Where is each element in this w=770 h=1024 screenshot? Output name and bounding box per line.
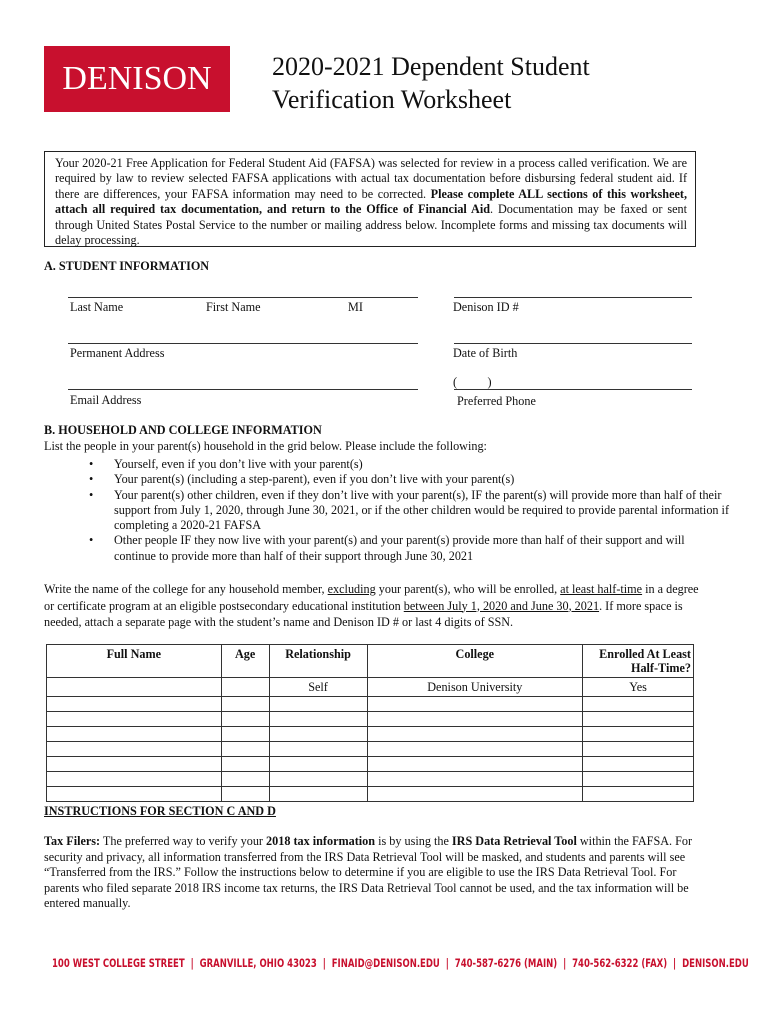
cell[interactable] — [47, 787, 222, 802]
section-a-heading: A. STUDENT INFORMATION — [44, 259, 210, 273]
cell[interactable] — [269, 742, 367, 757]
college-text-d: . If more space is needed, attach a separate page with the student’s name and Denison ID # or last 4 digits of SSN. — [44, 598, 683, 629]
table-row[interactable] — [47, 727, 694, 742]
page-title — [272, 50, 692, 116]
college-half-time: at least half-time — [560, 582, 643, 596]
cell[interactable] — [583, 787, 694, 802]
header-full-name: Full Name — [47, 645, 222, 678]
email-line[interactable] — [68, 389, 418, 390]
address-line[interactable] — [68, 343, 418, 344]
intro-text-2: . Documentation may be faxed or sent through United States Postal Service to the number or mailing address below. Incomplete forms and missing tax documents will delay processing. — [55, 202, 687, 248]
cell[interactable] — [367, 742, 583, 757]
cell[interactable] — [367, 727, 583, 742]
cell[interactable] — [269, 772, 367, 787]
header-age: Age — [221, 645, 269, 678]
cell[interactable] — [269, 757, 367, 772]
cell-college: Denison University — [367, 678, 583, 697]
denison-logo: DENISON — [44, 46, 230, 112]
cell[interactable] — [269, 727, 367, 742]
email-address-label: Email Address — [70, 393, 142, 407]
college-excluding: excluding — [327, 582, 376, 596]
cell-age[interactable] — [221, 678, 269, 697]
tax-text-1: The preferred way to verify your — [100, 834, 267, 848]
cell[interactable] — [47, 712, 222, 727]
preferred-phone-label: Preferred Phone — [457, 394, 536, 408]
mi-label: MI — [348, 300, 363, 314]
household-table — [46, 644, 694, 802]
cell[interactable] — [221, 742, 269, 757]
section-b-heading: B. HOUSEHOLD AND COLLEGE INFORMATION — [44, 423, 322, 437]
tax-bold-2: IRS Data Retrieval Tool — [451, 834, 577, 848]
cell[interactable] — [583, 772, 694, 787]
college-dates: between July 1, 2020 and June 30, 2021 — [403, 598, 600, 613]
cell[interactable] — [269, 712, 367, 727]
cell[interactable] — [583, 742, 694, 757]
permanent-address-label: Permanent Address — [70, 346, 165, 360]
title-line-2: Verification Worksheet — [272, 85, 512, 114]
header-college: College — [367, 645, 583, 678]
cell[interactable] — [367, 787, 583, 802]
cell[interactable] — [221, 712, 269, 727]
cell[interactable] — [269, 787, 367, 802]
cell[interactable] — [583, 757, 694, 772]
cell[interactable] — [583, 697, 694, 712]
table-row — [47, 678, 694, 697]
bullet-item: • Your parent(s) (including a step-parent), even if you don’t live with your parent(s) — [89, 472, 729, 487]
tax-text-2: is by using the — [375, 834, 452, 848]
phone-area-code: ( ) — [453, 375, 492, 389]
bullet-item: • Yourself, even if you don’t live with your parent(s) — [89, 457, 729, 472]
table-row[interactable] — [47, 697, 694, 712]
title-line-1: 2020-2021 Dependent Student — [272, 52, 590, 81]
cell-relationship: Self — [269, 678, 367, 697]
tax-text-3: within the FAFSA. For security and privacy, all information transferred from the IRS Data Retrieval Tool will be masked, and students and parents will see “Transferred from the IRS.” Follow the instructions below to determine if you are eligible to use the IRS Data Retrieval Tool. For parents who filed separate 2018 IRS income tax returns, the IRS Data Retrieval Tool cannot be used, and the tax information will be entered manually. — [44, 834, 693, 910]
cell[interactable] — [221, 727, 269, 742]
cell[interactable] — [269, 697, 367, 712]
household-bullets — [89, 457, 729, 564]
cell[interactable] — [367, 697, 583, 712]
cell[interactable] — [221, 772, 269, 787]
footer-contact: 100 WEST COLLEGE STREET | GRANVILLE, OHIO 43023 | FINAID@DENISON.EDU | 740-587-6276 (MAIN) | 740-562-6322 (FAX) | DENISON.EDU — [52, 956, 749, 970]
cell[interactable] — [47, 757, 222, 772]
dob-line[interactable] — [454, 343, 692, 344]
cell[interactable] — [47, 742, 222, 757]
cell[interactable] — [47, 697, 222, 712]
header-enrolled: Enrolled At Least Half-Time? — [583, 645, 694, 678]
denison-id-label: Denison ID # — [453, 300, 519, 314]
last-name-label: Last Name — [70, 300, 124, 314]
college-text-b: your parent(s), who will be enrolled, — [375, 582, 561, 596]
intro-text-1: Your 2020-21 Free Application for Federal Student Aid (FAFSA) was selected for review in a process called verification. We are required by law to review selected FAFSA applications with actual tax documentation before disbursing federal student aid. If there are differences, your FAFSA information may need to be corrected. — [55, 156, 687, 201]
cell[interactable] — [583, 712, 694, 727]
section-b-lead: List the people in your parent(s) household in the grid below. Please include the following: — [44, 439, 487, 453]
cell-enrolled: Yes — [583, 678, 694, 697]
header-relationship: Relationship — [269, 645, 367, 678]
intro-box — [44, 151, 696, 247]
date-of-birth-label: Date of Birth — [453, 346, 518, 360]
tax-filers-label: Tax Filers: — [44, 834, 101, 848]
cell[interactable] — [583, 727, 694, 742]
college-instructions — [44, 581, 708, 631]
cell[interactable] — [221, 787, 269, 802]
cell[interactable] — [367, 712, 583, 727]
table-row[interactable] — [47, 742, 694, 757]
intro-bold: Please complete ALL sections of this worksheet, attach all required tax documentation, and return to the Office of Financial Aid — [55, 186, 687, 217]
instructions-heading: INSTRUCTIONS FOR SECTION C AND D — [44, 804, 276, 818]
cell[interactable] — [221, 757, 269, 772]
cell-full-name[interactable] — [47, 678, 222, 697]
college-text-c: in a degree or certificate program at an eligible postsecondary educational institution — [44, 582, 699, 613]
cell[interactable] — [221, 697, 269, 712]
cell[interactable] — [47, 727, 222, 742]
cell[interactable] — [47, 772, 222, 787]
tax-filers-paragraph — [44, 834, 708, 912]
table-row[interactable] — [47, 787, 694, 802]
table-row[interactable] — [47, 772, 694, 787]
name-line[interactable] — [68, 297, 418, 298]
bullet-item: • Your parent(s) other children, even if they don’t live with your parent(s), IF the parent(s) will provide more than half of their support from July 1, 2020, through June 30, 2021, or if the other children would be required to provide parental information if completing a 2020-21 FAFSA — [89, 488, 729, 534]
table-row[interactable] — [47, 757, 694, 772]
table-header-row — [47, 645, 694, 678]
table-row[interactable] — [47, 712, 694, 727]
cell[interactable] — [367, 757, 583, 772]
college-text-a: Write the name of the college for any household member, — [44, 582, 328, 596]
cell[interactable] — [367, 772, 583, 787]
first-name-label: First Name — [206, 300, 261, 314]
tax-bold-1: 2018 tax information — [266, 834, 376, 848]
bullet-item: • Other people IF they now live with your parent(s) and your parent(s) provide more than half of their support and will continue to provide more than half of their support through June 30, 2021 — [89, 533, 729, 564]
denison-id-line[interactable] — [454, 297, 692, 298]
phone-line[interactable] — [454, 389, 692, 390]
